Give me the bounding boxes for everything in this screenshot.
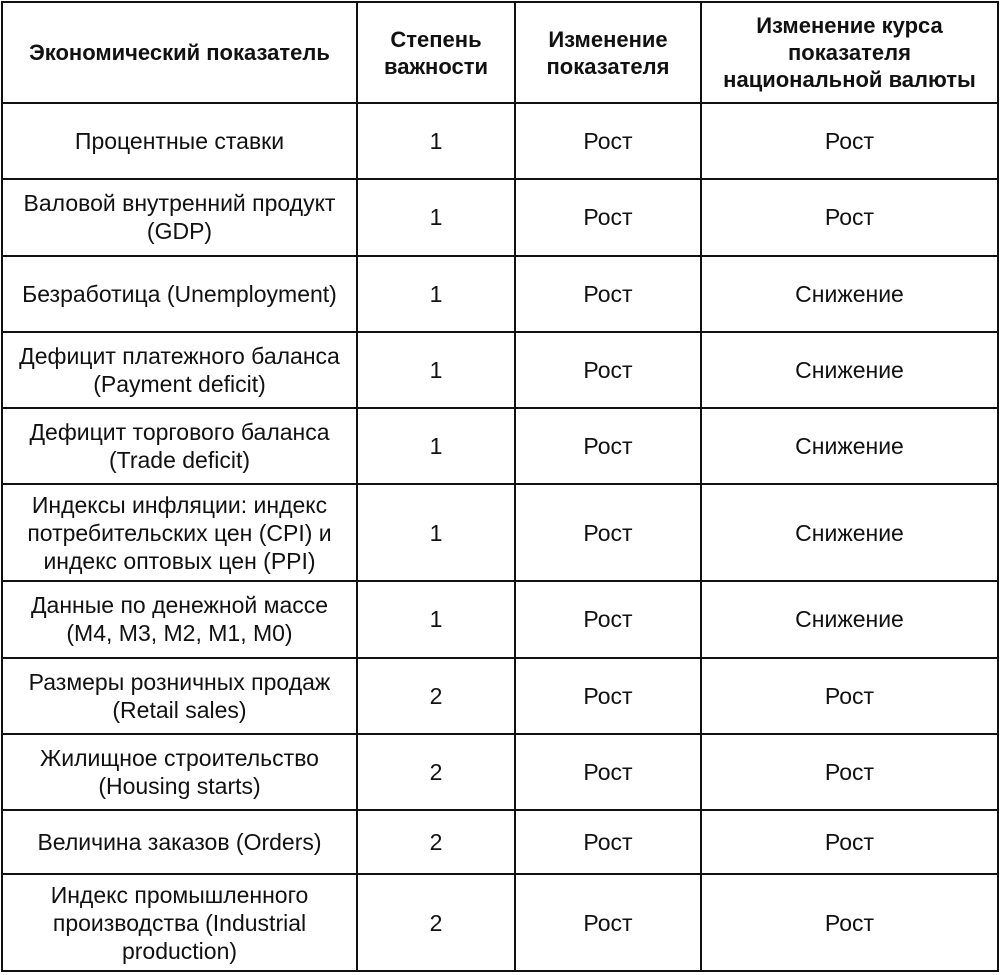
cell-indicator: Безработица (Unemployment) [2, 256, 357, 332]
cell-indicator-change: Рост [515, 874, 701, 971]
table-row [2, 103, 998, 179]
cell-importance: 1 [357, 581, 515, 657]
cell-currency-change: Рост [701, 179, 998, 255]
cell-indicator-change: Рост [515, 810, 701, 874]
cell-indicator: Индекс промышленного производства (Industrial production) [2, 874, 357, 971]
table-body [2, 103, 998, 971]
cell-currency-change: Снижение [701, 581, 998, 657]
cell-indicator: Размеры розничных продаж (Retail sales) [2, 658, 357, 734]
cell-currency-change: Рост [701, 658, 998, 734]
cell-importance: 1 [357, 179, 515, 255]
cell-importance: 1 [357, 408, 515, 484]
table-row [2, 408, 998, 484]
table-row [2, 581, 998, 657]
header-indicator: Экономический показатель [2, 2, 357, 103]
cell-indicator: Дефицит платежного баланса (Payment deficit) [2, 332, 357, 408]
cell-importance: 2 [357, 810, 515, 874]
table-row [2, 179, 998, 255]
cell-indicator-change: Рост [515, 256, 701, 332]
header-indicator-change: Изменение показателя [515, 2, 701, 103]
cell-indicator-change: Рост [515, 581, 701, 657]
cell-indicator: Процентные ставки [2, 103, 357, 179]
table-row [2, 256, 998, 332]
table-row [2, 810, 998, 874]
header-importance: Степень важности [357, 2, 515, 103]
cell-importance: 1 [357, 256, 515, 332]
cell-importance: 2 [357, 734, 515, 810]
cell-importance: 1 [357, 103, 515, 179]
table-row [2, 658, 998, 734]
header-currency-change: Изменение курса показателя национальной валюты [701, 2, 998, 103]
table-header [2, 2, 998, 103]
cell-indicator-change: Рост [515, 332, 701, 408]
cell-currency-change: Снижение [701, 332, 998, 408]
cell-indicator: Дефицит торгового баланса (Trade deficit) [2, 408, 357, 484]
cell-indicator-change: Рост [515, 179, 701, 255]
header-row [2, 2, 998, 103]
cell-indicator-change: Рост [515, 658, 701, 734]
cell-indicator-change: Рост [515, 103, 701, 179]
cell-currency-change: Снижение [701, 484, 998, 581]
table-row [2, 874, 998, 971]
cell-currency-change: Рост [701, 874, 998, 971]
table-row [2, 332, 998, 408]
cell-currency-change: Рост [701, 103, 998, 179]
cell-currency-change: Рост [701, 810, 998, 874]
cell-importance: 2 [357, 874, 515, 971]
cell-currency-change: Рост [701, 734, 998, 810]
cell-indicator: Индексы инфляции: индекс потребительских цен (CPI) и индекс оптовых цен (PPI) [2, 484, 357, 581]
cell-indicator: Жилищное строительство (Housing starts) [2, 734, 357, 810]
cell-indicator: Величина заказов (Orders) [2, 810, 357, 874]
cell-currency-change: Снижение [701, 256, 998, 332]
cell-indicator-change: Рост [515, 734, 701, 810]
table-row [2, 484, 998, 581]
cell-indicator: Валовой внутренний продукт (GDP) [2, 179, 357, 255]
cell-currency-change: Снижение [701, 408, 998, 484]
cell-importance: 1 [357, 332, 515, 408]
table-row [2, 734, 998, 810]
cell-indicator-change: Рост [515, 484, 701, 581]
cell-importance: 1 [357, 484, 515, 581]
indicators-table-container [1, 1, 997, 972]
cell-indicator-change: Рост [515, 408, 701, 484]
cell-importance: 2 [357, 658, 515, 734]
economic-indicators-table [1, 1, 999, 972]
cell-indicator: Данные по денежной массе (M4, M3, M2, M1, M0) [2, 581, 357, 657]
